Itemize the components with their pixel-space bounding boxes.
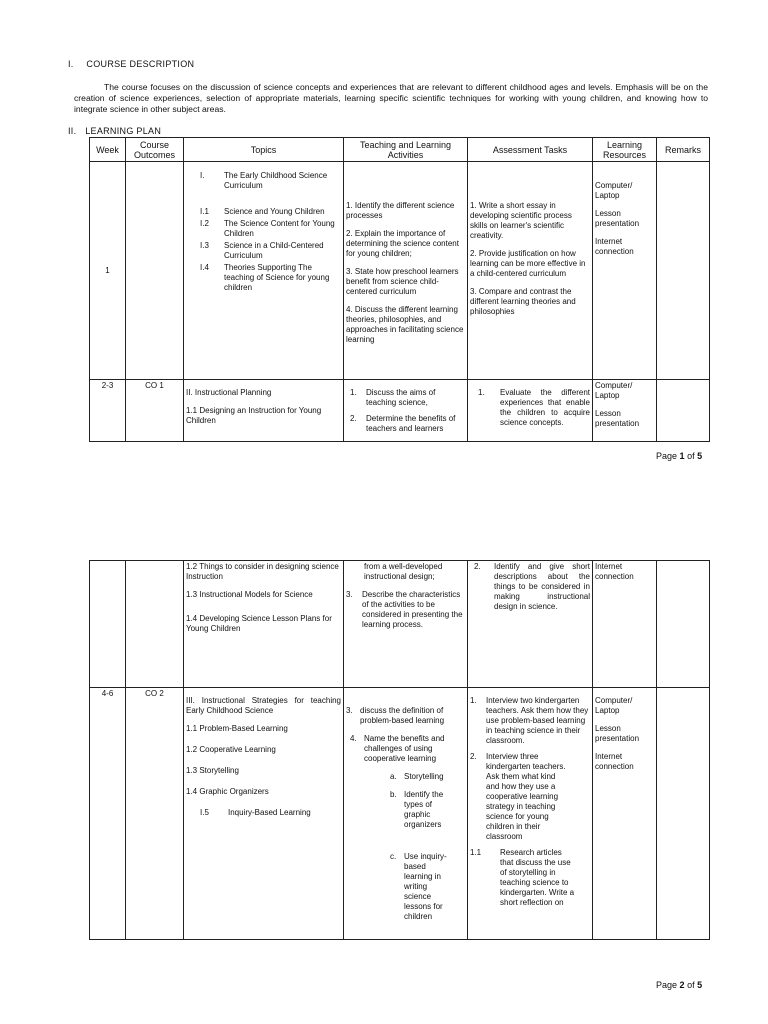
topic-sub: 1.1 Designing an Instruction for Young Children bbox=[186, 406, 322, 425]
activity-item: 3. Describe the characteristics of the activities to be considered in presenting the learning process. bbox=[346, 590, 463, 629]
task-item: 1.1 Research articles that discuss the use of storytelling in teaching science to kindergarten. Write a short reflection on bbox=[470, 848, 575, 907]
remarks-cell bbox=[657, 688, 710, 940]
subtopic-item: I.4 Theories Supporting The teaching of Science for young children bbox=[200, 263, 330, 292]
resource-item: Internet connection bbox=[595, 562, 634, 581]
task-item: 1. Write a short essay in developing scientific process skills on learner's scientific creativity. bbox=[470, 201, 572, 240]
learning-plan-table-page-1 bbox=[89, 137, 710, 442]
week-cell bbox=[90, 561, 126, 688]
table-row bbox=[90, 561, 710, 688]
topic-item: 1.3 Storytelling bbox=[186, 766, 239, 775]
table-row bbox=[90, 688, 710, 940]
activity-item: 1. Identify the different science processes bbox=[346, 201, 455, 220]
topics-cell bbox=[184, 561, 344, 688]
page-number-2: Page 2 of 5 bbox=[656, 980, 703, 990]
resource-item: Computer/ Laptop bbox=[595, 696, 633, 715]
section-number: II. bbox=[68, 126, 77, 136]
table-row bbox=[90, 162, 710, 380]
activity-item: 2. Determine the benefits of teachers and learners bbox=[350, 414, 456, 433]
topic-item: 1.2 Cooperative Learning bbox=[186, 745, 276, 754]
task-item: 3. Compare and contrast the different learning theories and philosophies bbox=[470, 287, 576, 316]
resources-cell bbox=[593, 561, 657, 688]
resource-item: Lesson presentation bbox=[595, 409, 640, 428]
remarks-cell bbox=[657, 162, 710, 380]
topic-item: 1.1 Problem-Based Learning bbox=[186, 724, 288, 733]
section-title: LEARNING PLAN bbox=[85, 126, 162, 136]
topics-cell bbox=[184, 162, 344, 380]
resources-cell bbox=[593, 380, 657, 442]
activity-item: 4. Discuss the different learning theories, philosophies, and approaches in facilitating science learning bbox=[346, 305, 464, 344]
topic-item: 1.4 Developing Science Lesson Plans for Young Children bbox=[186, 614, 332, 633]
activity-item: 3. State how preschool learners benefit from science child-centered curriculum bbox=[346, 267, 459, 296]
task-item: 2. Identify and give short descriptions about the things to be considered in making instructional design in science. bbox=[474, 562, 590, 611]
resources-cell bbox=[593, 688, 657, 940]
topic-item: 1.4 Graphic Organizers bbox=[186, 787, 269, 796]
section-number: I. bbox=[68, 59, 74, 69]
header-assessment-tasks: Assessment Tasks bbox=[468, 138, 593, 162]
task-item: 2. Provide justification on how learning can be more effective in a child-centered curriculum bbox=[470, 249, 586, 278]
remarks-cell bbox=[657, 561, 710, 688]
section-heading-learning-plan bbox=[68, 126, 161, 136]
topic-main: I. The Early Childhood Science Curriculum bbox=[200, 171, 328, 190]
activity-item: from a well-developed instructional design; bbox=[364, 562, 443, 581]
resource-item: Computer/ Laptop bbox=[595, 181, 633, 200]
tasks-cell bbox=[468, 162, 593, 380]
topic-item: 1.2 Things to consider in designing science Instruction bbox=[186, 562, 339, 581]
activities-cell bbox=[344, 380, 468, 442]
task-item: 1. Interview two kindergarten teachers. Ask them how they use problem-based learning in teaching science in their classroom. bbox=[470, 696, 589, 745]
topic-main: III. Instructional Strategies for teaching Early Childhood Science bbox=[186, 696, 341, 715]
resource-item: Internet connection bbox=[595, 752, 634, 771]
topics-cell bbox=[184, 380, 344, 442]
topic-item: I.5 Inquiry-Based Learning bbox=[200, 808, 311, 817]
resource-item: Computer/ Laptop bbox=[595, 381, 633, 400]
topics-cell bbox=[184, 688, 344, 940]
activities-cell bbox=[344, 688, 468, 940]
week-cell: 4-6 bbox=[90, 688, 126, 940]
section-heading-course-description bbox=[68, 59, 194, 69]
task-item: 1. Evaluate the different experiences that enable the children to acquire science concepts. bbox=[478, 388, 590, 427]
learning-plan-table-page-2 bbox=[89, 560, 710, 940]
section-title: COURSE DESCRIPTION bbox=[86, 59, 195, 69]
header-learning-resources: Learning Resources bbox=[593, 138, 657, 162]
activity-item: 4. Name the benefits and challenges of using cooperative learning bbox=[350, 734, 445, 763]
outcome-cell bbox=[126, 162, 184, 380]
week-cell: 1 bbox=[90, 162, 126, 380]
activity-item: 3. discuss the definition of problem-based learning bbox=[346, 706, 445, 725]
week-cell: 2-3 bbox=[90, 380, 126, 442]
course-description-paragraph: The course focuses on the discussion of science concepts and experiences that are relevant to different childhood ages and levels. Emphasis will be on the creation of science experiences, selection of appropriate materials, learning specific scientific techniques for working with young children, and knowing how to integrate science in other subject areas. bbox=[74, 82, 708, 114]
page-number-1: Page 1 of 5 bbox=[656, 451, 703, 461]
resource-item: Internet connection bbox=[595, 237, 634, 256]
topic-item: 1.3 Instructional Models for Science bbox=[186, 590, 313, 599]
remarks-cell bbox=[657, 380, 710, 442]
subtopic-item: I.3 Science in a Child-Centered Curriculum bbox=[200, 241, 324, 260]
sub-activity-item: c. Use inquiry-based learning in writing science lessons for children bbox=[390, 852, 447, 921]
header-week: Week bbox=[90, 138, 126, 162]
tasks-cell bbox=[468, 688, 593, 940]
subtopic-item: I.2 The Science Content for Young Children bbox=[200, 219, 335, 238]
tasks-cell bbox=[468, 561, 593, 688]
resource-item: Lesson presentation bbox=[595, 724, 640, 743]
header-topics: Topics bbox=[184, 138, 344, 162]
sub-activity-item: b. Identify the types of graphic organizers bbox=[390, 790, 444, 829]
activity-item: 1. Discuss the aims of teaching science, bbox=[350, 388, 436, 407]
resources-cell bbox=[593, 162, 657, 380]
resource-item: Lesson presentation bbox=[595, 209, 640, 228]
activities-cell bbox=[344, 561, 468, 688]
subtopic-item: I.1 Science and Young Children bbox=[200, 207, 325, 216]
outcome-cell: CO 1 bbox=[126, 380, 184, 442]
outcome-cell bbox=[126, 561, 184, 688]
outcome-cell: CO 2 bbox=[126, 688, 184, 940]
tasks-cell bbox=[468, 380, 593, 442]
activity-item: 2. Explain the importance of determining the science content for young children; bbox=[346, 229, 459, 258]
topic-main: II. Instructional Planning bbox=[186, 388, 272, 397]
table-row bbox=[90, 380, 710, 442]
activities-cell bbox=[344, 162, 468, 380]
header-activities: Teaching and Learning Activities bbox=[344, 138, 468, 162]
sub-activity-item: a. Storytelling bbox=[390, 772, 444, 781]
header-remarks: Remarks bbox=[657, 138, 710, 162]
header-course-outcomes: Course Outcomes bbox=[126, 138, 184, 162]
task-item: 2. Interview three kindergarten teachers. Ask them what kind and how they use a cooperative learning strategy in teaching science for young children in their classroom bbox=[470, 752, 566, 841]
table-header-row bbox=[90, 138, 710, 162]
